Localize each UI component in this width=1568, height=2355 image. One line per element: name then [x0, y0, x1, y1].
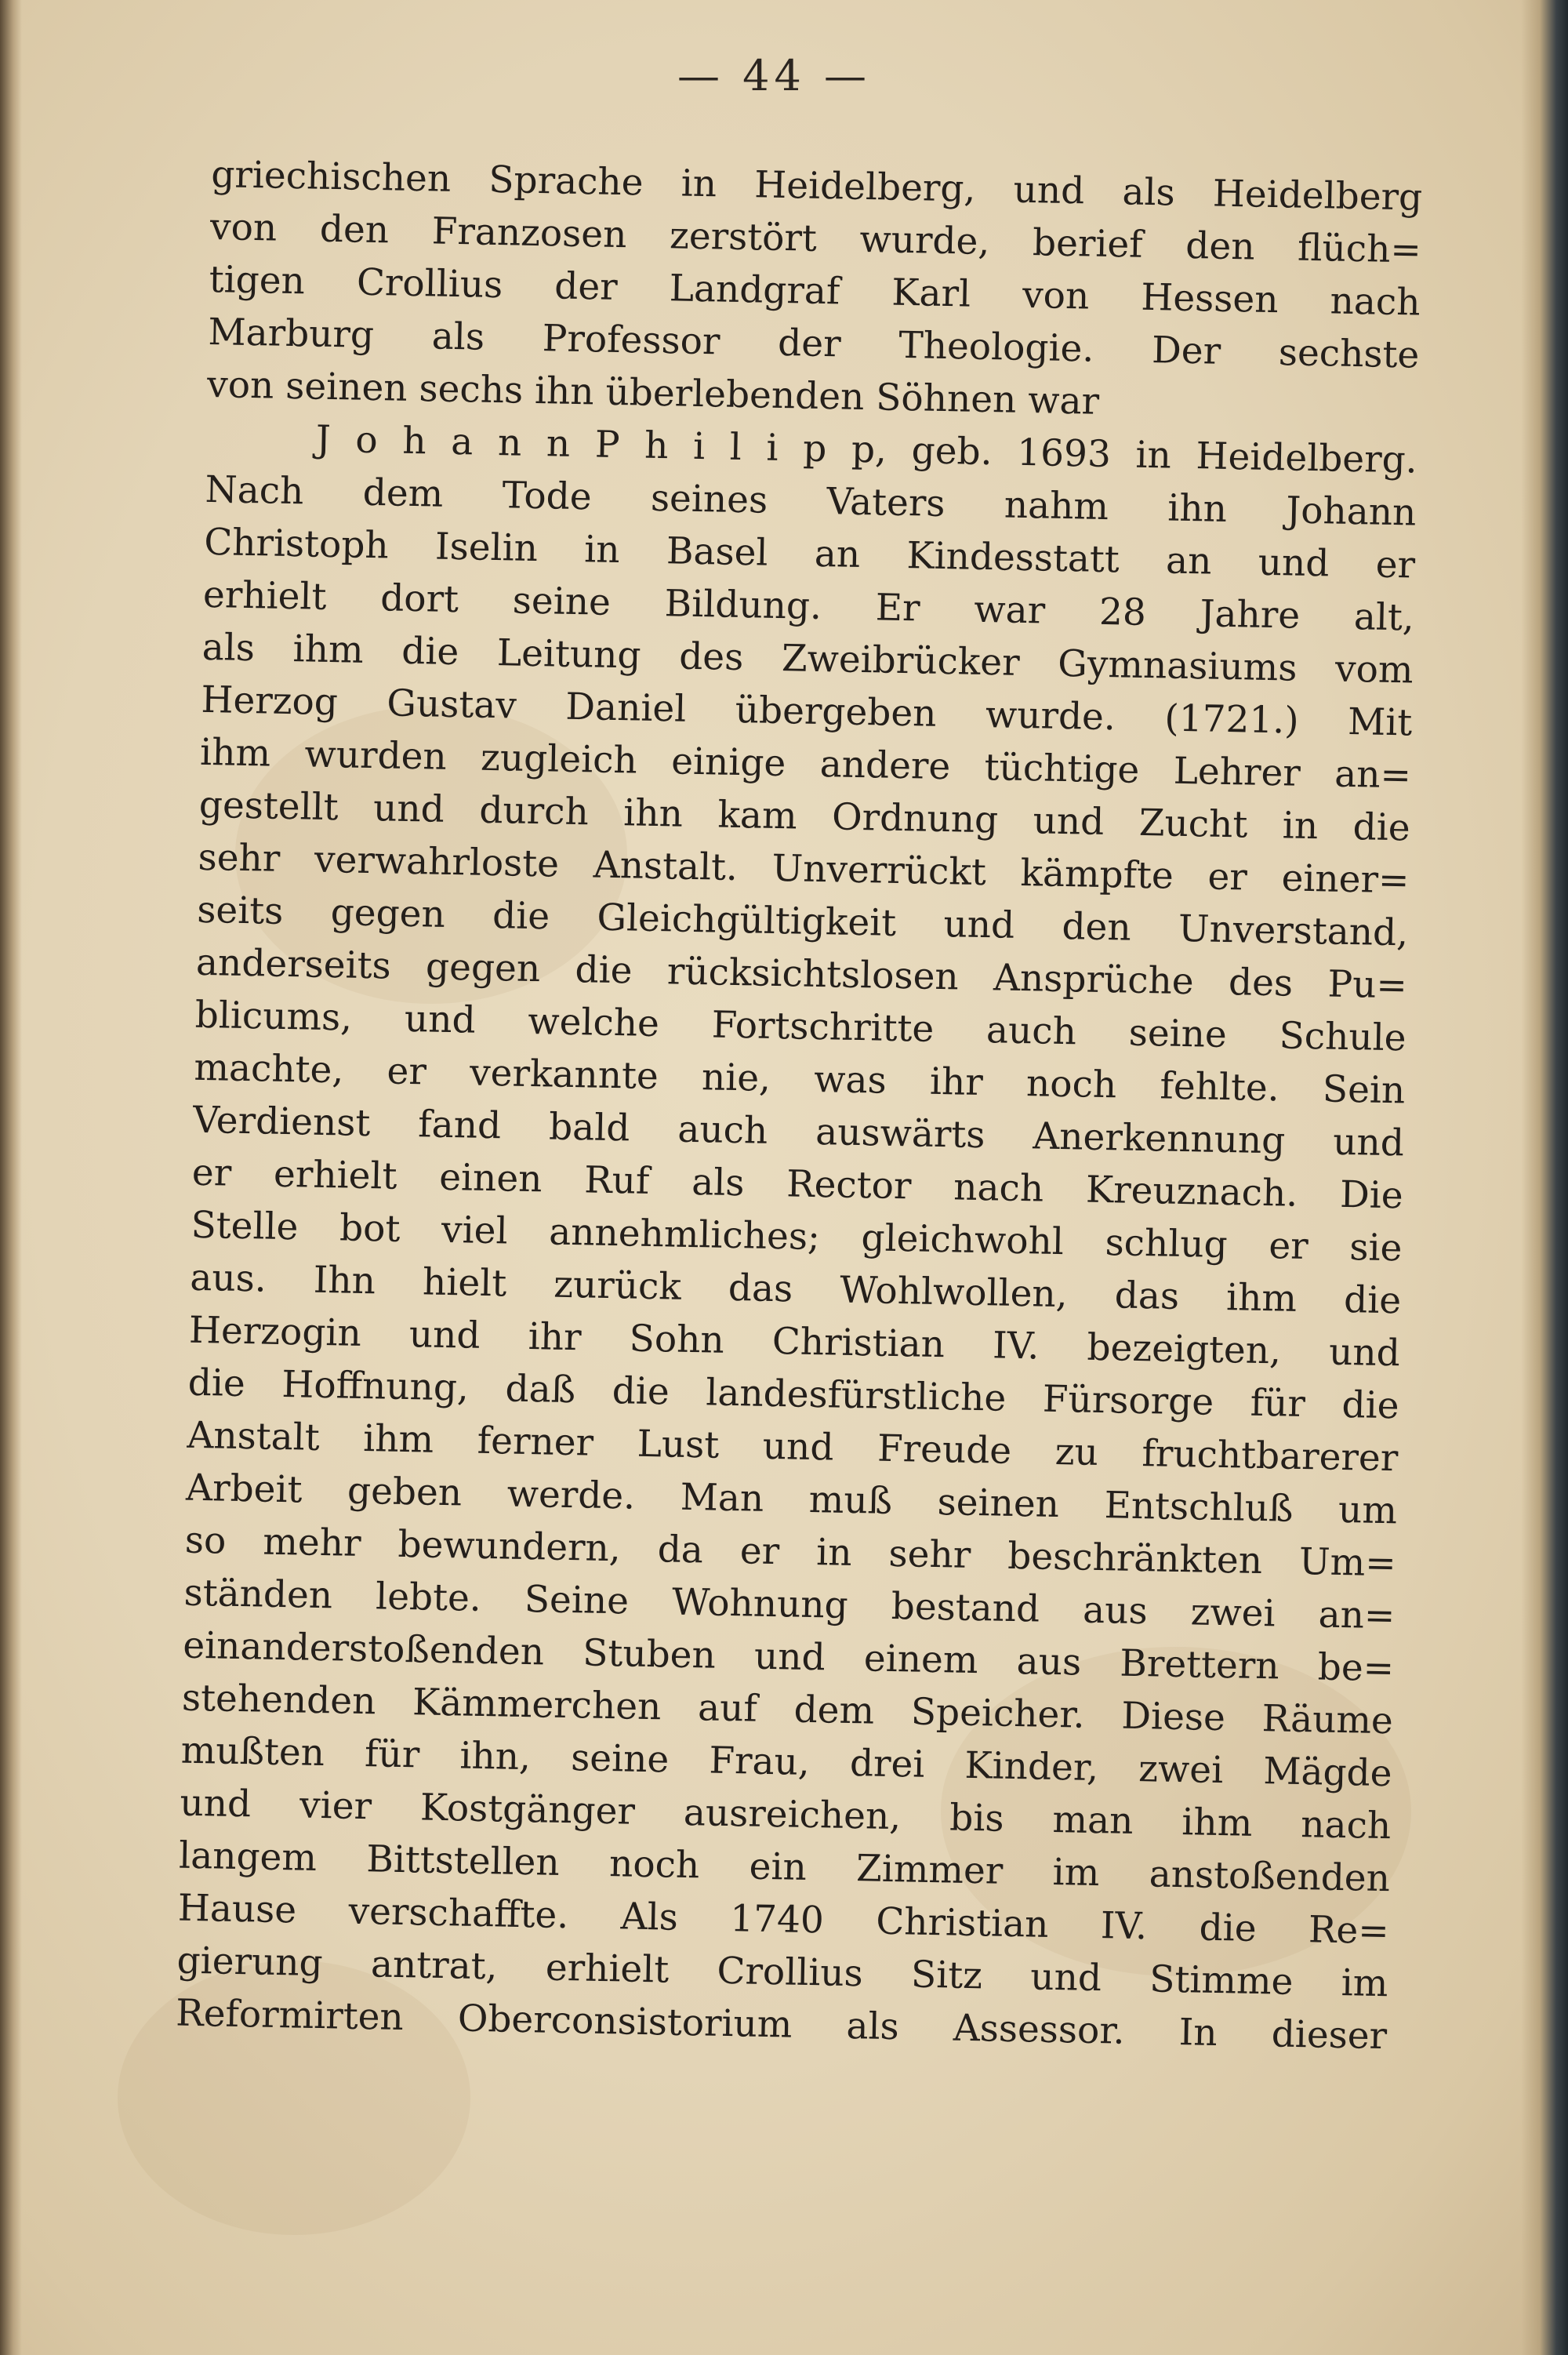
text-line: ihm wurden zugleich einige andere tüchtige Lehrer an= [199, 730, 1412, 798]
text-line: griechischen Sprache in Heidelberg, und als Heidelberg [210, 152, 1423, 220]
text-line: als ihm die Leitung des Zweibrücker Gymnasiums vom [201, 625, 1414, 692]
text-line: Hause verschaffte. Als 1740 Christian IV. die Re= [177, 1886, 1390, 1953]
text-line: die Hoffnung, daß die landesfürstliche Fürsorge für die [187, 1361, 1400, 1428]
text-line: Arbeit geben werde. Man muß seinen Entschluß um [185, 1466, 1398, 1533]
book-gutter [0, 0, 22, 2355]
text-line: er erhielt einen Ruf als Rector nach Kreuznach. Die [191, 1150, 1404, 1218]
text-line: Stelle bot viel annehmliches; gleichwohl schlug er sie [191, 1203, 1403, 1270]
text-line: und vier Kostgänger ausreichen, bis man ihm nach [179, 1781, 1392, 1848]
text-line: Herzogin und ihr Sohn Christian IV. bezeigten, und [188, 1308, 1401, 1376]
book-fore-edge [1521, 0, 1568, 2355]
text-line: Herzog Gustav Daniel übergeben wurde. (1721.) Mit [200, 678, 1413, 745]
text-line: stehenden Kämmerchen auf dem Speicher. Diese Räume [181, 1676, 1394, 1743]
text-line: gestellt und durch ihn kam Ordnung und Zucht in die [198, 783, 1411, 850]
text-line: von seinen sechs ihn überlebenden Söhnen war [206, 362, 1100, 423]
body-text [172, 149, 1423, 2211]
text-line: langem Bittstellen noch ein Zimmer im anstoßenden [178, 1833, 1391, 1901]
text-line: einanderstoßenden Stuben und einem aus Brettern be= [182, 1623, 1395, 1691]
text-line: ständen lebte. Seine Wohnung bestand aus zwei an= [183, 1571, 1396, 1638]
text-line: so mehr bewundern, da er in sehr beschränkten Um= [184, 1518, 1397, 1586]
text-line: Marburg als Professor der Theologie. Der sechste [207, 310, 1420, 377]
text-line: seits gegen die Gleichgültigkeit und den Unverstand, [196, 888, 1409, 955]
text-line: von den Franzosen zerstört wurde, berief den flüch= [209, 205, 1422, 272]
text-line: aus. Ihn hielt zurück das Wohlwollen, das ihm die [189, 1256, 1402, 1323]
text-line: J o h a n n P h i l i p p, geb. 1693 in Heidelberg. [315, 417, 1418, 482]
text-line: anderseits gegen die rücksichtslosen Ansprüche des Pu= [195, 940, 1408, 1008]
text-line: mußten für ihn, seine Frau, drei Kinder, zwei Mägde [180, 1728, 1393, 1796]
text-line: Anstalt ihm ferner Lust und Freude zu fruchtbarerer [186, 1413, 1399, 1481]
text-line: machte, er verkannte nie, was ihr noch fehlte. Sein [193, 1045, 1406, 1113]
text-line: erhielt dort seine Bildung. Er war 28 Jahre alt, [202, 572, 1415, 640]
text-line: sehr verwahrloste Anstalt. Unverrückt kämpfte er einer= [198, 835, 1410, 903]
text-line: blicums, und welche Fortschritte auch seine Schule [194, 993, 1407, 1060]
text-line: Reformirten Oberconsistorium als Assessor. In dieser [175, 1991, 1388, 2059]
page-number: — 44 — [677, 51, 872, 100]
text-line: Christoph Iselin in Basel an Kindesstatt an und er [203, 520, 1416, 587]
text-line: Verdienst fand bald auch auswärts Anerkennung und [192, 1098, 1405, 1165]
text-line: gierung antrat, erhielt Crollius Sitz und Stimme im [176, 1939, 1388, 2006]
text-line: tigen Crollius der Landgraf Karl von Hessen nach [209, 257, 1421, 325]
text-line: Nach dem Tode seines Vaters nahm ihn Johann [205, 467, 1417, 535]
